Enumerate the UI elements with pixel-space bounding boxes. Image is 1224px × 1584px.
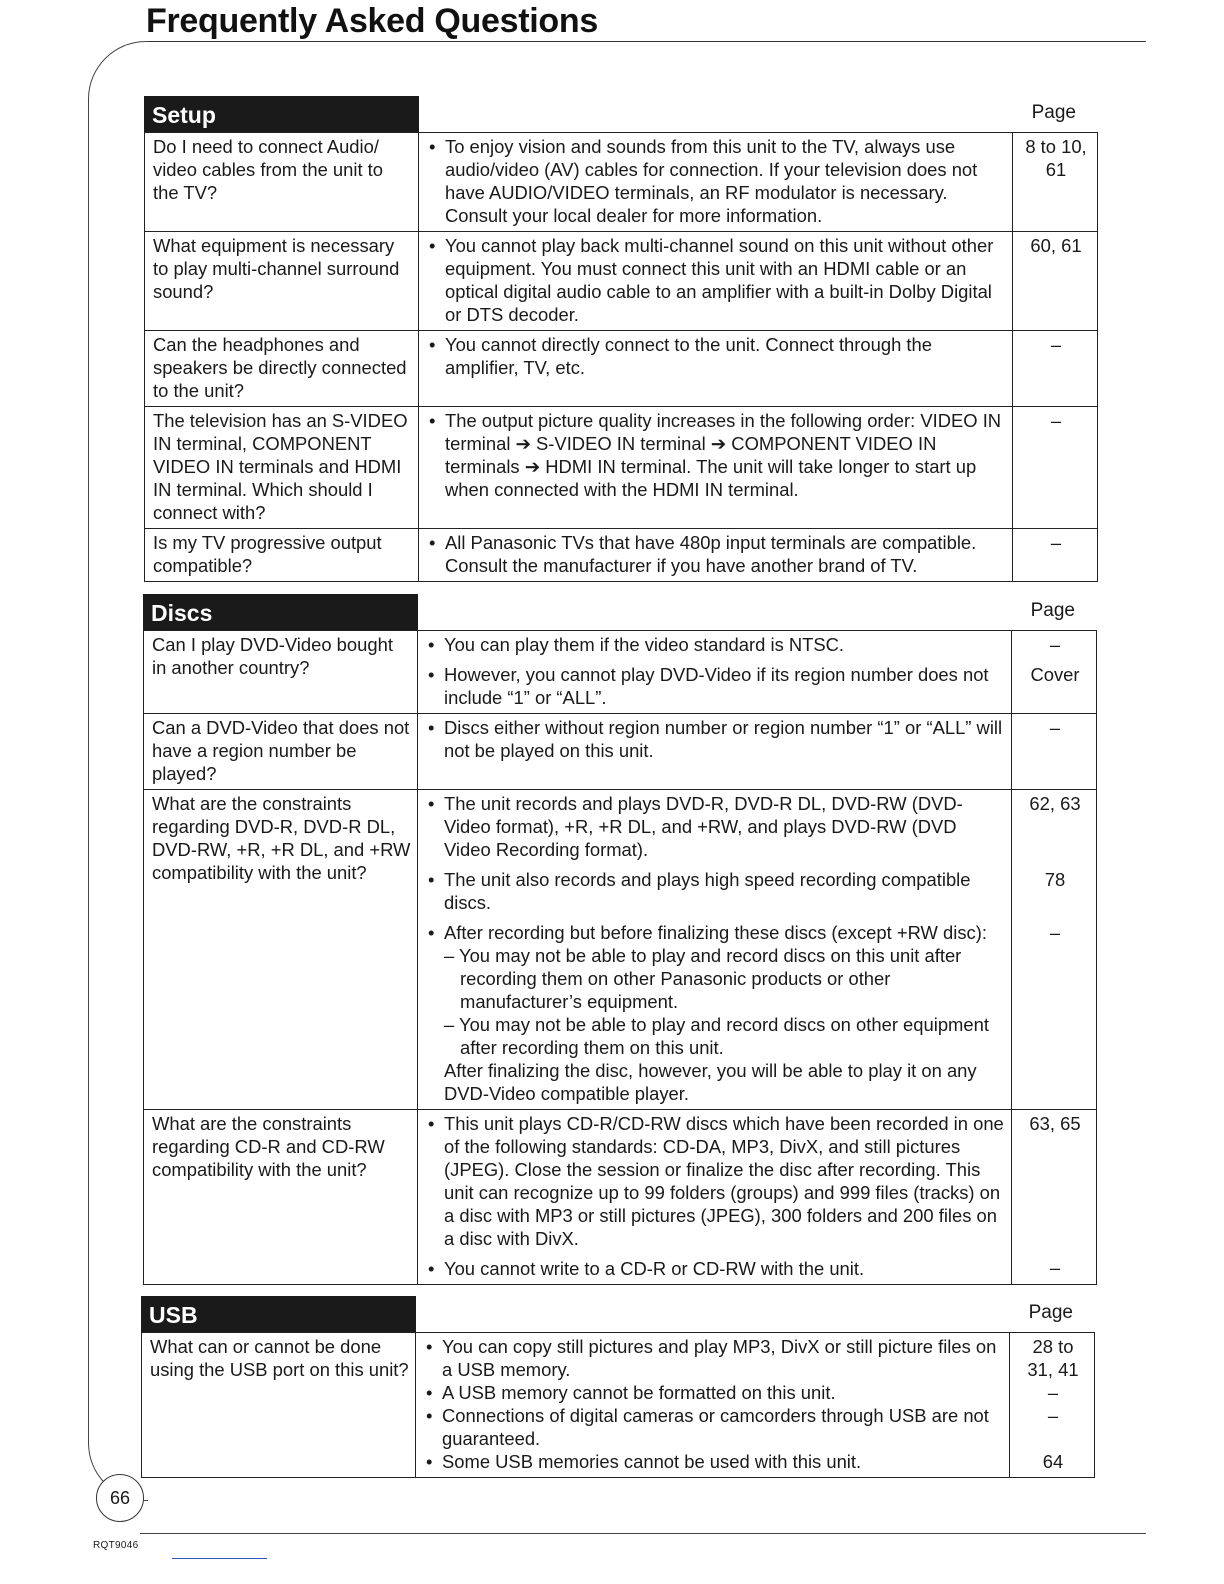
answer-bullet: • The output picture quality increases in the following order: VIDEO IN terminal ➔ S-VIDEO IN terminal ➔ COMPONENT VIDEO IN terminals ➔ HDMI IN terminal. The unit will take longer to start up when connected with the HDMI IN terminal. bbox=[427, 409, 1006, 501]
question-cell: What are the constraints regarding DVD-R, DVD-R DL, DVD-RW, +R, +R DL, and +RW compatibility with the unit? bbox=[144, 790, 418, 1110]
table-row bbox=[142, 1333, 1095, 1478]
table-row bbox=[145, 232, 1098, 331]
section-title: USB bbox=[141, 1296, 416, 1332]
table-row bbox=[145, 133, 1098, 232]
section-discs bbox=[143, 594, 1097, 1285]
answer-bullet: • The unit also records and plays high speed recording compatible discs. bbox=[426, 868, 1005, 914]
answer-note: After finalizing the disc, however, you will be able to play it on any DVD-Video compatible player. bbox=[444, 1060, 977, 1104]
page-ref-cell: – bbox=[1012, 714, 1097, 790]
footer-rule bbox=[140, 1533, 1146, 1534]
page-title: Frequently Asked Questions bbox=[146, 2, 598, 40]
table-row bbox=[144, 714, 1097, 790]
answer-bullet: • The unit records and plays DVD-R, DVD-R DL, DVD-RW (DVD-Video format), +R, +R DL, and +RW, and plays DVD-RW (DVD Video Recording format). bbox=[426, 792, 1005, 861]
answer-bullet: • You can copy still pictures and play MP3, DivX or still picture files on a USB memory. bbox=[424, 1335, 1003, 1381]
page-ref: – bbox=[1047, 1405, 1059, 1426]
page-ref-cell bbox=[1012, 1110, 1097, 1285]
table-row bbox=[145, 529, 1098, 582]
page-number: 66 bbox=[96, 1474, 144, 1522]
page-column-header: Page bbox=[1031, 102, 1076, 123]
answer-bullet: • This unit plays CD-R/CD-RW discs which have been recorded in one of the following standards: CD-DA, MP3, DivX, and still pictures (JPEG). Close the session or finalize the disc after recording. This unit can recognize up to 99 folders (groups) and 999 files (tracks) on a disc with MP3 or still pictures (JPEG), 300 folders and 200 files on a disc with DivX. bbox=[426, 1112, 1005, 1250]
section-title: Discs bbox=[143, 594, 418, 630]
question-cell: Can I play DVD-Video bought in another country? bbox=[144, 631, 418, 714]
answer-cell bbox=[418, 714, 1012, 790]
answer-bullet: • To enjoy vision and sounds from this unit to the TV, always use audio/video (AV) cables for connection. If your television does not have AUDIO/VIDEO terminals, an RF modulator is necessary. Consult your local dealer for more information. bbox=[427, 135, 1006, 227]
footer-link-underline bbox=[172, 1558, 267, 1559]
title-rule bbox=[146, 41, 1146, 42]
page-column-header: Page bbox=[1028, 1302, 1073, 1323]
section-title: Setup bbox=[144, 96, 419, 132]
section-header bbox=[141, 1296, 1095, 1332]
answer-cell bbox=[419, 331, 1013, 407]
question-cell: What are the constraints regarding CD-R and CD-RW compatibility with the unit? bbox=[144, 1110, 418, 1285]
page-ref-cell: – bbox=[1013, 407, 1098, 529]
answer-cell bbox=[418, 1110, 1012, 1285]
page-ref: 78 bbox=[1044, 869, 1066, 890]
question-cell: Is my TV progressive output compatible? bbox=[145, 529, 419, 582]
question-cell: Can the headphones and speakers be directly connected to the unit? bbox=[145, 331, 419, 407]
page-ref-cell: 8 to 10, 61 bbox=[1013, 133, 1098, 232]
section-setup bbox=[144, 96, 1098, 582]
page-ref-cell bbox=[1012, 631, 1097, 714]
page-ref: 63, 65 bbox=[1029, 1113, 1081, 1134]
answer-bullet: • After recording but before finalizing these discs (except +RW disc): bbox=[426, 921, 1005, 944]
answer-bullet: • You can play them if the video standard is NTSC. bbox=[426, 633, 1005, 656]
header-rule bbox=[419, 132, 1098, 133]
page-ref: – bbox=[1049, 634, 1061, 655]
answer-cell bbox=[418, 631, 1012, 714]
question-cell: What equipment is necessary to play multi-channel surround sound? bbox=[145, 232, 419, 331]
page-ref-cell: – bbox=[1013, 529, 1098, 582]
section-header bbox=[144, 96, 1098, 132]
faq-table bbox=[141, 1332, 1095, 1478]
answer-cell bbox=[416, 1333, 1010, 1478]
question-cell: What can or cannot be done using the USB port on this unit? bbox=[142, 1333, 416, 1478]
section-usb bbox=[141, 1296, 1095, 1478]
answer-bullet: • You cannot write to a CD-R or CD-RW with the unit. bbox=[426, 1257, 1005, 1280]
model-code: RQT9046 bbox=[93, 1540, 139, 1551]
header-rule bbox=[418, 630, 1097, 631]
faq-table bbox=[144, 132, 1098, 582]
answer-cell bbox=[418, 790, 1012, 1110]
answer-bullet: • All Panasonic TVs that have 480p input terminals are compatible. Consult the manufacturer if you have another brand of TV. bbox=[427, 531, 1006, 577]
answer-cell bbox=[419, 232, 1013, 331]
answer-bullet: • You cannot directly connect to the unit. Connect through the amplifier, TV, etc. bbox=[427, 333, 1006, 379]
table-row bbox=[144, 631, 1097, 714]
faq-table bbox=[143, 630, 1097, 1285]
page-column-header: Page bbox=[1030, 600, 1075, 621]
answer-cell bbox=[419, 407, 1013, 529]
answer-cell bbox=[419, 529, 1013, 582]
page-ref-cell: 60, 61 bbox=[1013, 232, 1098, 331]
header-rule bbox=[416, 1332, 1095, 1333]
page-ref: 62, 63 bbox=[1029, 793, 1081, 814]
question-cell: Do I need to connect Audio/ video cables from the unit to the TV? bbox=[145, 133, 419, 232]
answer-bullet: • Some USB memories cannot be used with this unit. bbox=[424, 1450, 1003, 1473]
answer-bullet: • Connections of digital cameras or camcorders through USB are not guaranteed. bbox=[424, 1404, 1003, 1450]
table-row bbox=[144, 790, 1097, 1110]
section-header bbox=[143, 594, 1097, 630]
page-ref-cell bbox=[1010, 1333, 1095, 1478]
page-ref-cell bbox=[1012, 790, 1097, 1110]
answer-bullet: • A USB memory cannot be formatted on this unit. bbox=[424, 1381, 1003, 1404]
page-ref: – bbox=[1049, 1257, 1061, 1278]
table-row bbox=[144, 1110, 1097, 1285]
page-ref-cell: – bbox=[1013, 331, 1098, 407]
question-cell: The television has an S-VIDEO IN terminal, COMPONENT VIDEO IN terminals and HDMI IN terminal. Which should I connect with? bbox=[145, 407, 419, 529]
page-ref: 64 bbox=[1042, 1451, 1064, 1472]
page-ref: 28 to 31, 41 bbox=[1027, 1336, 1079, 1380]
answer-sub-item: – You may not be able to play and record discs on this unit after recording them on other Panasonic products or other manufacturer’s equipment. bbox=[444, 945, 962, 1012]
page-ref: – bbox=[1049, 922, 1061, 943]
answer-bullet: • Discs either without region number or region number “1” or “ALL” will not be played on this unit. bbox=[426, 716, 1005, 762]
table-row bbox=[145, 331, 1098, 407]
page-ref: – bbox=[1047, 1382, 1059, 1403]
page-ref: Cover bbox=[1030, 664, 1080, 685]
answer-bullet: • However, you cannot play DVD-Video if its region number does not include “1” or “ALL”. bbox=[426, 663, 1005, 709]
page-border-curve bbox=[88, 41, 148, 1501]
question-cell: Can a DVD-Video that does not have a region number be played? bbox=[144, 714, 418, 790]
answer-bullet: • You cannot play back multi-channel sound on this unit without other equipment. You must connect this unit with an HDMI cable or an optical digital audio cable to an amplifier with a built-in Dolby Digital or DTS decoder. bbox=[427, 234, 1006, 326]
answer-cell bbox=[419, 133, 1013, 232]
table-row bbox=[145, 407, 1098, 529]
answer-sub-item: – You may not be able to play and record discs on other equipment after recording them on this unit. bbox=[444, 1014, 989, 1058]
